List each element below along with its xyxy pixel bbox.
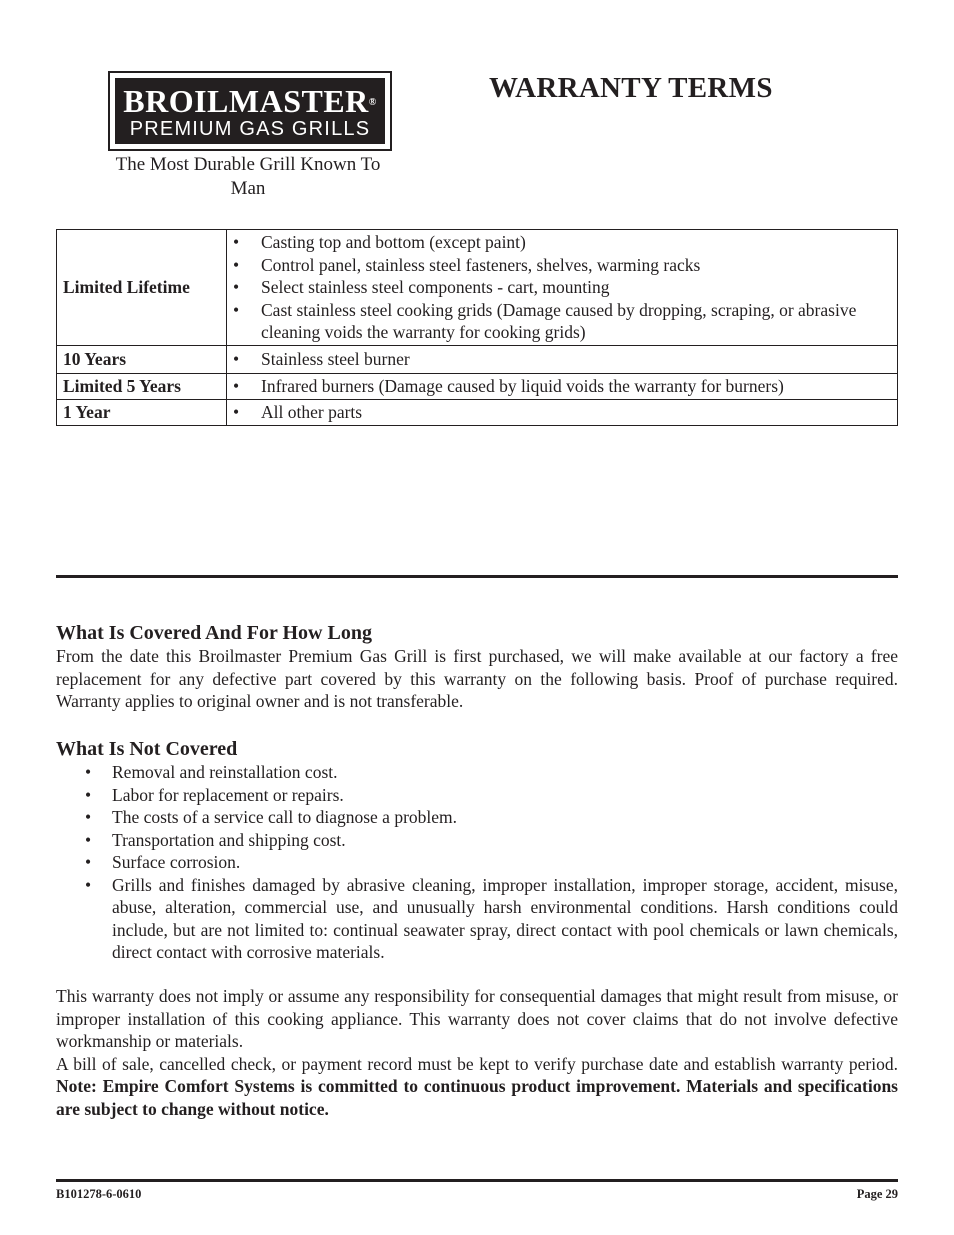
page-title: WARRANTY TERMS <box>489 72 773 104</box>
list-item: • Stainless steel burner <box>233 349 410 370</box>
tagline: The Most Durable Grill Known To Man <box>115 154 381 199</box>
term-label: Limited Lifetime <box>57 230 227 346</box>
list-item: • Control panel, stainless steel fasteners, shelves, warming racks <box>233 254 701 275</box>
covered-text: From the date this Broilmaster Premium Gas Grill is first purchased, we will make available at our factory a free replacement for any defective part covered by this warranty on the following basis. Proof of purchase required. Warranty applies to original owner and is not transferable. <box>56 646 898 711</box>
warranty-table <box>56 229 898 426</box>
table-row <box>57 346 898 374</box>
list-item: • Grills and finishes damaged by abrasive cleaning, improper installation, improper storage, accident, misuse, abuse, alteration, commercial use, and unusually harsh environmental conditions. Harsh conditions could include, but are not limited to: continual seawater spray, direct contact with pool chemicals or lawn chemicals, direct contact with corrosive materials. <box>85 874 898 962</box>
list-item: • All other parts <box>233 402 363 422</box>
term-items <box>227 230 898 346</box>
table-row <box>57 374 898 400</box>
page-number: Page 29 <box>856 1187 898 1201</box>
logo-subtitle: PREMIUM GAS GRILLS <box>129 118 371 140</box>
term-items <box>227 374 898 400</box>
term-label: 1 Year <box>57 400 227 426</box>
section-divider <box>56 575 898 578</box>
list-item: • Select stainless steel components - cart, mounting <box>233 277 610 298</box>
not-covered-heading: What Is Not Covered <box>56 738 238 760</box>
disclaimer-section <box>56 985 898 1120</box>
table-row <box>57 400 898 426</box>
term-label: 10 Years <box>57 346 227 374</box>
disclaimer-paragraph: A bill of sale, cancelled check, or payment record must be kept to verify purchase date and establish warranty period. Note: Empire Comfort Systems is committed to continuous product improvement. Materials and specifications are subject to change without notice. <box>56 1053 898 1119</box>
disclaimer-note: Note: Empire Comfort Systems is committed to continuous product improvement. Materials and specifications are subject to change without notice. <box>56 1076 898 1119</box>
broilmaster-logo <box>108 71 392 151</box>
list-item: • Casting top and bottom (except paint) <box>233 232 526 253</box>
term-label: Limited 5 Years <box>57 374 227 400</box>
list-item: • Labor for replacement or repairs. <box>85 784 344 805</box>
disclaimer-paragraph: This warranty does not imply or assume any responsibility for consequential damages that might result from misuse, or improper installation of this cooking appliance. This warranty does not cover claims that do not involve defective workmanship or materials. <box>56 986 898 1051</box>
logo-plate <box>115 78 385 144</box>
document-code: B101278-6-0610 <box>56 1187 142 1201</box>
term-items <box>227 400 898 426</box>
list-item: • The costs of a service call to diagnose a problem. <box>85 807 458 827</box>
covered-heading: What Is Covered And For How Long <box>56 622 372 644</box>
logo-brand: BROILMASTER® <box>123 83 377 119</box>
table-row <box>57 230 898 346</box>
list-item: • Infrared burners (Damage caused by liquid voids the warranty for burners) <box>233 376 784 397</box>
list-item: • Surface corrosion. <box>85 852 241 872</box>
list-item: • Transportation and shipping cost. <box>85 829 346 850</box>
not-covered-section <box>56 737 898 964</box>
term-items <box>227 346 898 374</box>
list-item: • Cast stainless steel cooking grids (Damage caused by dropping, scraping, or abrasive cleaning voids the warranty for cooking grids) <box>233 299 857 343</box>
covered-section <box>56 621 898 713</box>
footer-divider <box>56 1179 898 1182</box>
list-item: • Removal and reinstallation cost. <box>85 762 338 782</box>
